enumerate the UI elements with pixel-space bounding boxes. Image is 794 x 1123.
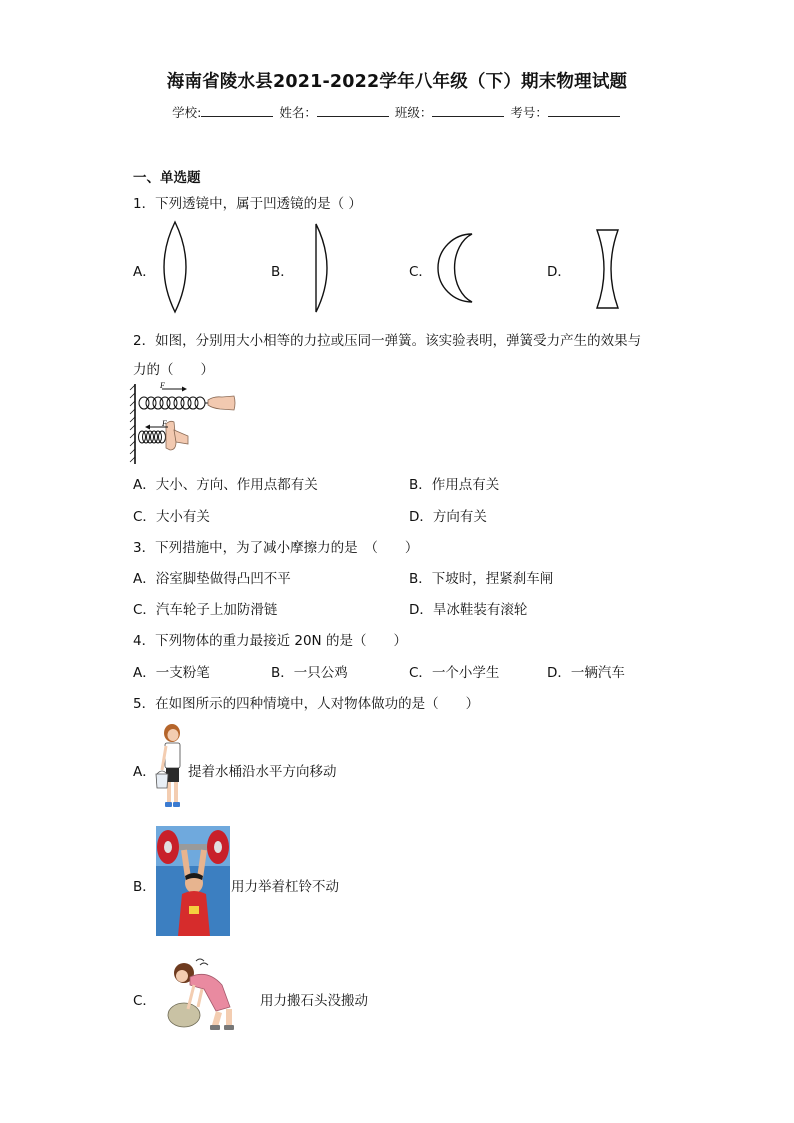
- q2-option-d-text: 方向有关: [432, 509, 487, 525]
- q4-option-c-text: 一个小学生: [431, 665, 500, 681]
- q5-option-a-letter[interactable]: A．: [133, 764, 156, 780]
- q2-option-a-letter: A．: [133, 477, 156, 493]
- question-2-stem-line1: 2．如图，分别用大小相等的力拉或压同一弹簧。该实验表明，弹簧受力产生的效果与: [133, 333, 642, 349]
- exam-number-label: 考号：: [510, 105, 548, 120]
- q5-option-c-text: 用力搬石头没搬动: [260, 993, 368, 1009]
- q4-option-b-letter: B．: [271, 665, 294, 681]
- name-label: 姓名：: [279, 105, 317, 120]
- q1-option-d-letter[interactable]: D．: [547, 264, 571, 280]
- q1-option-c-letter[interactable]: C．: [409, 264, 432, 280]
- q2-option-b-text: 作用点有关: [431, 477, 500, 493]
- question-2-stem-line2: 力的（ ）: [133, 362, 214, 378]
- q2-option-d-letter: D．: [409, 509, 433, 525]
- convex-lens-figure: [155, 220, 195, 314]
- q1-option-b-letter[interactable]: B．: [271, 264, 294, 280]
- q3-option-c-text: 汽车轮子上加防滑链: [155, 602, 278, 618]
- q4-option-d-text: 一辆汽车: [570, 665, 625, 681]
- q5-option-b-letter[interactable]: B．: [133, 879, 156, 895]
- page-title: 海南省陵水县2021-2022学年八年级（下）期末物理试题: [166, 72, 628, 92]
- q5-option-b-text: 用力举着杠铃不动: [231, 879, 339, 895]
- question-3-stem: 3．下列措施中，为了减小摩擦力的是 （ ）: [133, 540, 419, 556]
- q4-option-c[interactable]: [409, 661, 499, 681]
- q4-option-b[interactable]: [271, 661, 348, 681]
- plano-convex-lens-figure: [308, 222, 338, 314]
- q5-option-a-text: 提着水桶沿水平方向移动: [188, 764, 337, 780]
- q3-option-b-letter: B．: [409, 571, 432, 587]
- q3-option-c-letter: C．: [133, 602, 156, 618]
- q2-option-c-letter: C．: [133, 509, 156, 525]
- q3-option-a-letter: A．: [133, 571, 156, 587]
- q3-option-d[interactable]: [409, 598, 527, 618]
- question-4-stem: 4．下列物体的重力最接近 20N 的是（ ）: [133, 633, 407, 649]
- class-label: 班级：: [394, 105, 433, 120]
- person-carrying-bucket-figure: [155, 722, 187, 810]
- q5-option-c-letter[interactable]: C．: [133, 993, 156, 1009]
- q4-option-a-text: 一支粉笔: [155, 665, 210, 681]
- force-label-top: F: [160, 381, 165, 390]
- school-blank[interactable]: [201, 104, 273, 117]
- q2-option-a[interactable]: [133, 473, 318, 493]
- question-1-stem: 1．下列透镜中，属于凹透镜的是（ ）: [133, 196, 362, 212]
- meniscus-lens-figure: [432, 232, 480, 304]
- q4-option-c-letter: C．: [409, 665, 432, 681]
- q4-option-d[interactable]: [547, 661, 625, 681]
- q2-option-a-text: 大小、方向、作用点都有关: [155, 477, 318, 493]
- q4-option-b-text: 一只公鸡: [293, 665, 348, 681]
- weightlifter-photo: [156, 826, 230, 936]
- q3-option-c[interactable]: [133, 598, 277, 618]
- q4-option-d-letter: D．: [547, 665, 571, 681]
- section-title: 一、单选题: [133, 170, 201, 186]
- exam-number-blank[interactable]: [548, 104, 620, 117]
- class-blank[interactable]: [432, 104, 504, 117]
- name-blank[interactable]: [317, 104, 389, 117]
- q3-option-d-text: 旱冰鞋装有滚轮: [432, 602, 528, 618]
- school-label: 学校:: [172, 105, 202, 120]
- q3-option-a[interactable]: [133, 567, 291, 587]
- q4-option-a[interactable]: [133, 661, 210, 681]
- force-label-bottom: F: [162, 419, 167, 428]
- q2-option-c[interactable]: [133, 505, 210, 525]
- q2-option-d[interactable]: [409, 505, 487, 525]
- spring-experiment-figure: [130, 382, 236, 466]
- q2-option-b-letter: B．: [409, 477, 432, 493]
- q2-option-b[interactable]: [409, 473, 499, 493]
- student-info-line: [0, 103, 794, 121]
- q3-option-b[interactable]: [409, 567, 553, 587]
- question-5-stem: 5．在如图所示的四种情境中，人对物体做功的是（ ）: [133, 696, 480, 712]
- q1-option-a-letter[interactable]: A．: [133, 264, 156, 280]
- q4-option-a-letter: A．: [133, 665, 156, 681]
- q3-option-a-text: 浴室脚垫做得凸凹不平: [155, 571, 291, 587]
- concave-lens-figure: [594, 228, 622, 310]
- q3-option-d-letter: D．: [409, 602, 433, 618]
- q2-option-c-text: 大小有关: [155, 509, 210, 525]
- q3-option-b-text: 下坡时，捏紧刹车闸: [431, 571, 554, 587]
- person-lifting-stone-figure: [160, 955, 240, 1033]
